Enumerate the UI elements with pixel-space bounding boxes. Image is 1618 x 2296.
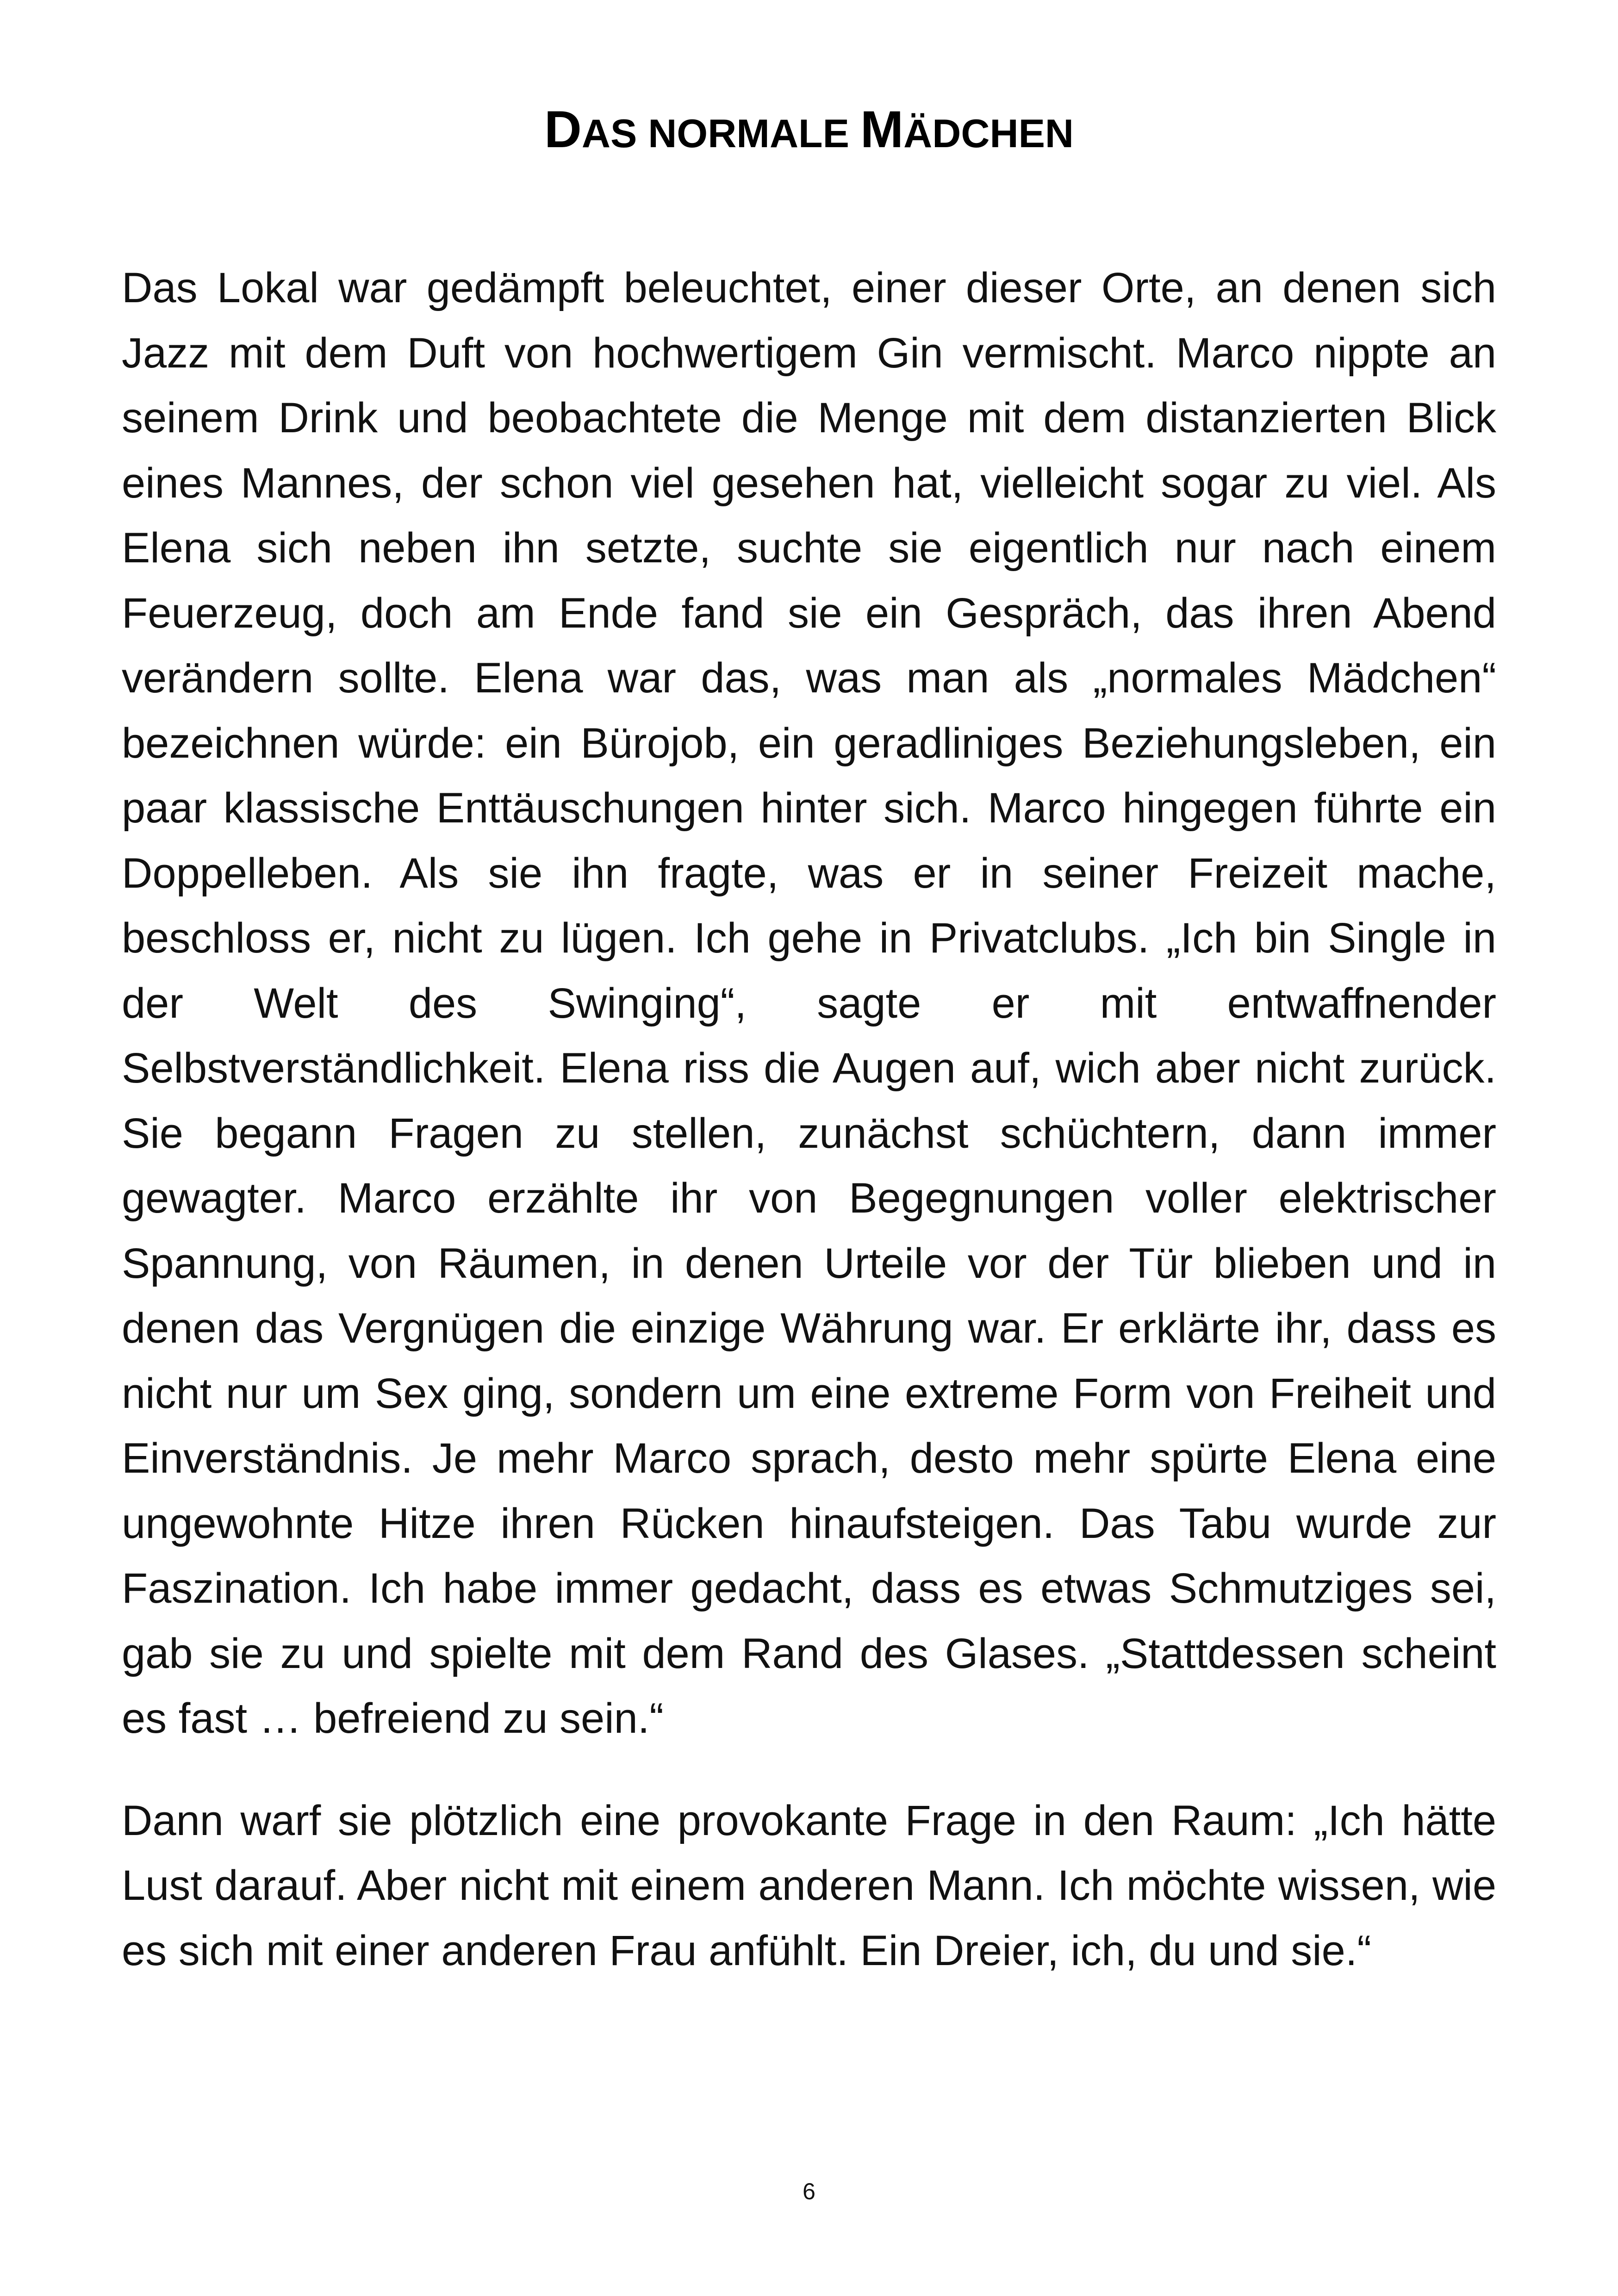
title-rest-1: AS NORMALE: [581, 112, 860, 156]
title-initial-1: D: [544, 100, 582, 158]
chapter-title: [0, 95, 1618, 168]
paragraph-2: Dann warf sie plötzlich eine provokante Frage in den Raum: „Ich hätte Lust darauf. Aber nicht mit einem anderen Mann. Ich möchte wissen, wie es sich mit einer anderen Frau anfühlt. Ein Dreier, ich, du und sie.“: [122, 1797, 1496, 1974]
body-text: [122, 255, 1496, 1983]
title-initial-2: M: [860, 100, 904, 158]
title-rest-2: ÄDCHEN: [903, 112, 1074, 156]
paragraph-1: Das Lokal war gedämpft beleuchtet, einer dieser Orte, an denen sich Jazz mit dem Duft von hochwertigem Gin vermischt. Marco nippte an seinem Drink und beobachtete die Menge mit dem distanzierten Blick eines Mannes, der schon viel gesehen hat, vielleicht sogar zu viel. Als Elena sich neben ihn setzte, suchte sie eigentlich nur nach einem Feuerzeug, doch am Ende fand sie ein Gespräch, das ihren Abend verändern sollte. Elena war das, was man als „normales Mädchen“ bezeichnen würde: ein Bürojob, ein geradliniges Beziehungsleben, ein paar klassische Enttäuschungen hinter sich. Marco hingegen führte ein Doppelleben. Als sie ihn fragte, was er in seiner Freizeit mache, beschloss er, nicht zu lügen. Ich gehe in Privatclubs. „Ich bin Single in der Welt des Swinging“, sagte er mit entwaffnender Selbstverständlichkeit. Elena riss die Augen auf, wich aber nicht zurück. Sie begann Fragen zu stellen, zunächst schüchtern, dann immer gewagter. Marco erzählte ihr von Begegnungen voller elektrischer Spannung, von Räumen, in denen Urteile vor der Tür blieben und in denen das Vergnügen die einzige Währung war. Er erklärte ihr, dass es nicht nur um Sex ging, sondern um eine extreme Form von Freiheit und Einverständnis. Je mehr Marco sprach, desto mehr spürte Elena eine ungewohnte Hitze ihren Rücken hinaufsteigen. Das Tabu wurde zur Faszination. Ich habe immer gedacht, dass es etwas Schmutziges sei, gab sie zu und spielte mit dem Rand des Glases. „Stattdessen scheint es fast … befreiend zu sein.“: [122, 264, 1496, 1742]
page-number: 6: [803, 2178, 815, 2204]
